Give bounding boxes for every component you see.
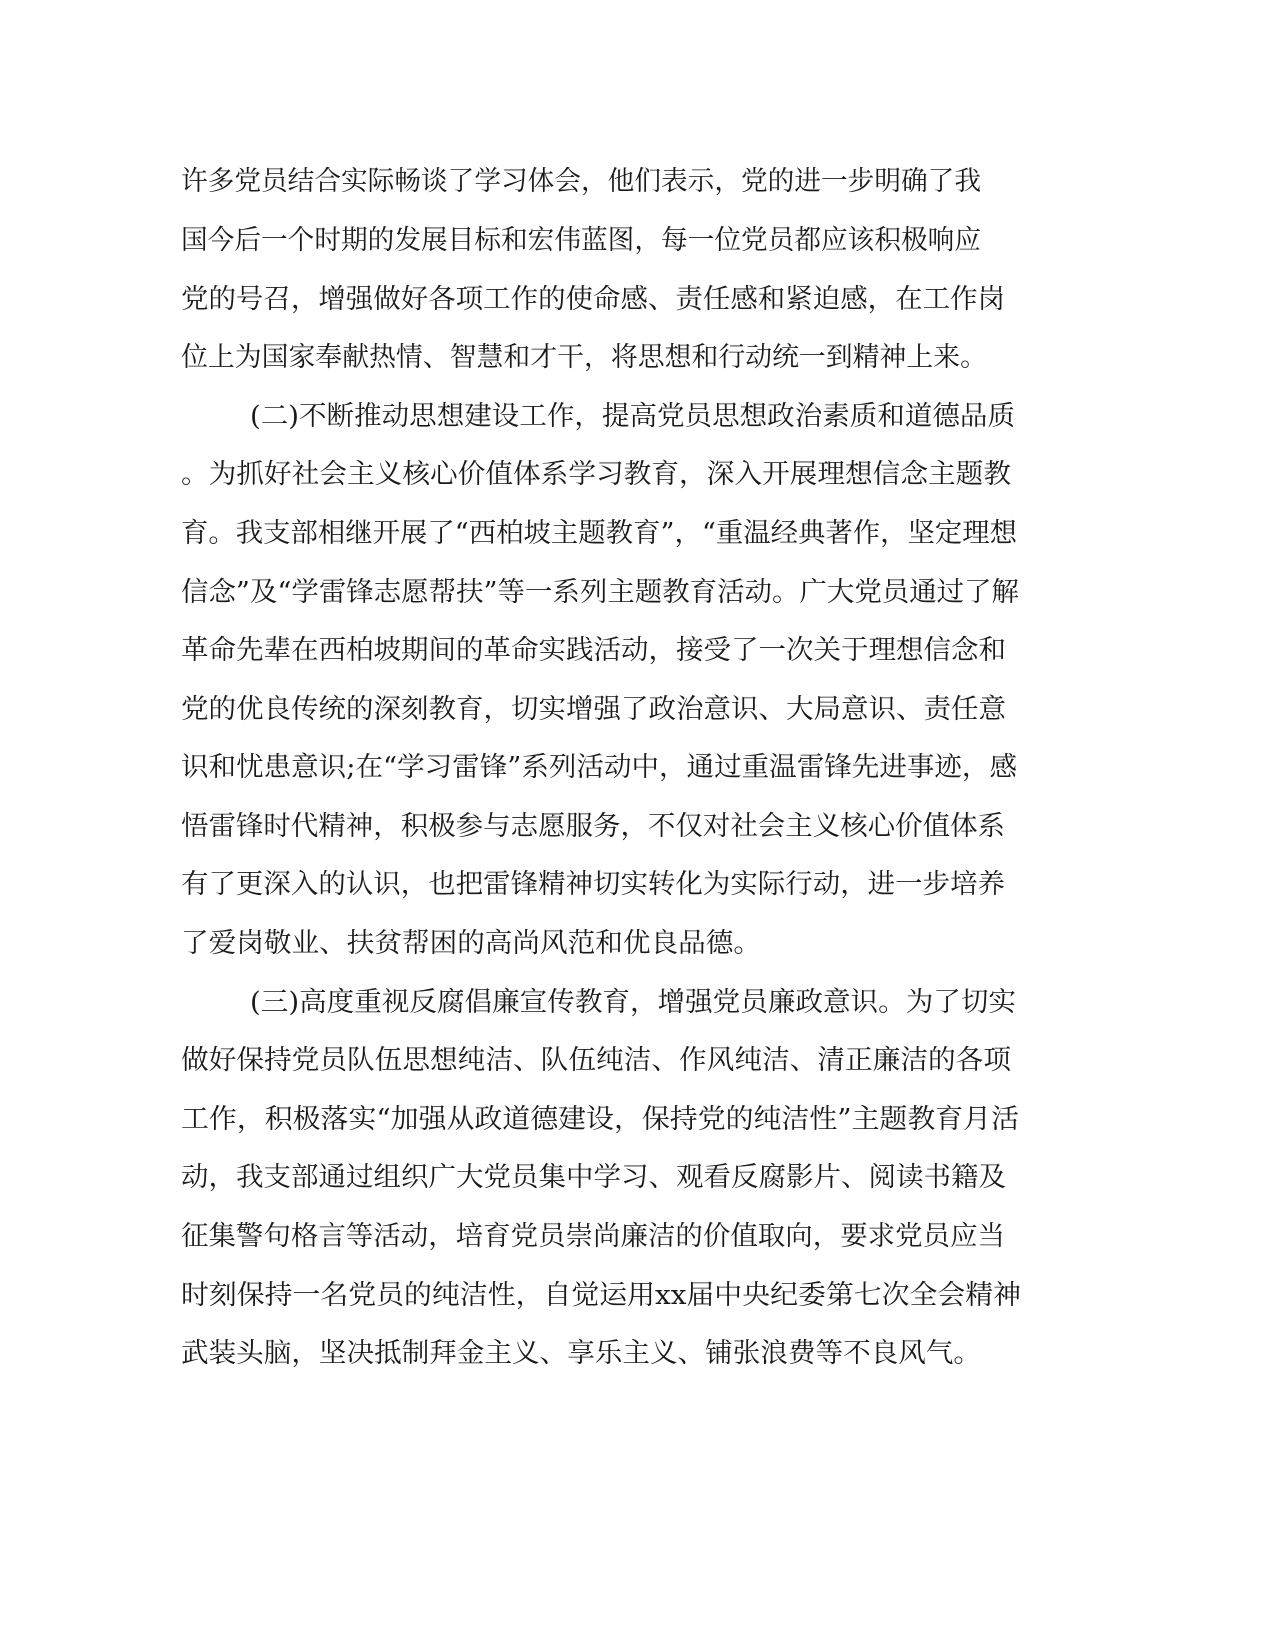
text-line [0,690,1275,730]
text-line [0,1217,1275,1257]
text-line [0,573,1275,613]
text-line [0,514,1275,554]
text-line [0,338,1275,378]
text-line-content: 工作，积极落实“加强从政道德建设，保持党的纯洁性”主题教育月活 [181,1104,1019,1135]
text-line [0,221,1275,261]
text-line-content: 位上为国家奉献热情、智慧和才干，将思想和行动统一到精神上来。 [181,342,987,373]
text-line [0,1100,1275,1140]
text-line-content: 革命先辈在西柏坡期间的革命实践活动，接受了一次关于理想信念和 [181,635,1007,666]
text-line [0,748,1275,788]
text-line-content: 党的优良传统的深刻教育，切实增强了政治意识、大局意识、责任意 [181,694,1007,725]
text-line-content: 许多党员结合实际畅谈了学习体会，他们表示，党的进一步明确了我 [181,166,981,197]
text-line [0,455,1275,495]
text-line [0,807,1275,847]
text-line [0,1158,1275,1198]
text-line-content: 有了更深入的认识，也把雷锋精神切实转化为实际行动，进一步培养 [181,869,1005,900]
text-line-content: (三)高度重视反腐倡廉宣传教育，增强党员廉政意识。为了切实 [250,987,1017,1018]
text-line-content: 悟雷锋时代精神，积极参与志愿服务，不仅对社会主义核心价值体系 [181,811,1005,842]
text-line-content: 识和忧患意识;在“学习雷锋”系列活动中，通过重温雷锋先进事迹，感 [181,752,1018,783]
text-line [0,1276,1275,1316]
text-line [0,162,1275,202]
text-line-content: 动，我支部通过组织广大党员集中学习、观看反腐影片、阅读书籍及 [181,1162,1007,1193]
text-line [0,280,1275,320]
text-line-content: 时刻保持一名党员的纯洁性，自觉运用xx届中央纪委第七次全会精神 [181,1280,1021,1311]
text-line-content: 做好保持党员队伍思想纯洁、队伍纯洁、作风纯洁、清正廉洁的各项 [181,1045,1011,1076]
text-line [0,631,1275,671]
text-line [0,1041,1275,1081]
text-line-content: 党的号召，增强做好各项工作的使命感、责任感和紧迫感，在工作岗 [181,284,1005,315]
text-line [0,1334,1275,1374]
text-line-content: 征集警句格言等活动，培育党员崇尚廉洁的价值取向，要求党员应当 [181,1221,1005,1252]
text-line [0,865,1275,905]
text-line-content: 育。我支部相继开展了“西柏坡主题教育”，“重温经典著作，坚定理想 [181,518,1017,549]
text-line-content: 信念”及“学雷锋志愿帮扶”等一系列主题教育活动。广大党员通过了解 [181,577,1019,608]
text-line-content: 国今后一个时期的发展目标和宏伟蓝图，每一位党员都应该积极响应 [181,225,981,256]
text-line-content: (二)不断推动思想建设工作，提高党员思想政治素质和道德品质 [250,401,1015,432]
text-line [0,924,1275,964]
text-line-content: 武装头脑，坚决抵制拜金主义、享乐主义、铺张浪费等不良风气。 [181,1338,981,1369]
text-line-content: 了爱岗敬业、扶贫帮困的高尚风范和优良品德。 [181,928,761,959]
paragraph-heading-line [0,397,1275,437]
text-line-content: 。为抓好社会主义核心价值体系学习教育，深入开展理想信念主题教 [181,459,1011,490]
paragraph-heading-line [0,983,1275,1023]
